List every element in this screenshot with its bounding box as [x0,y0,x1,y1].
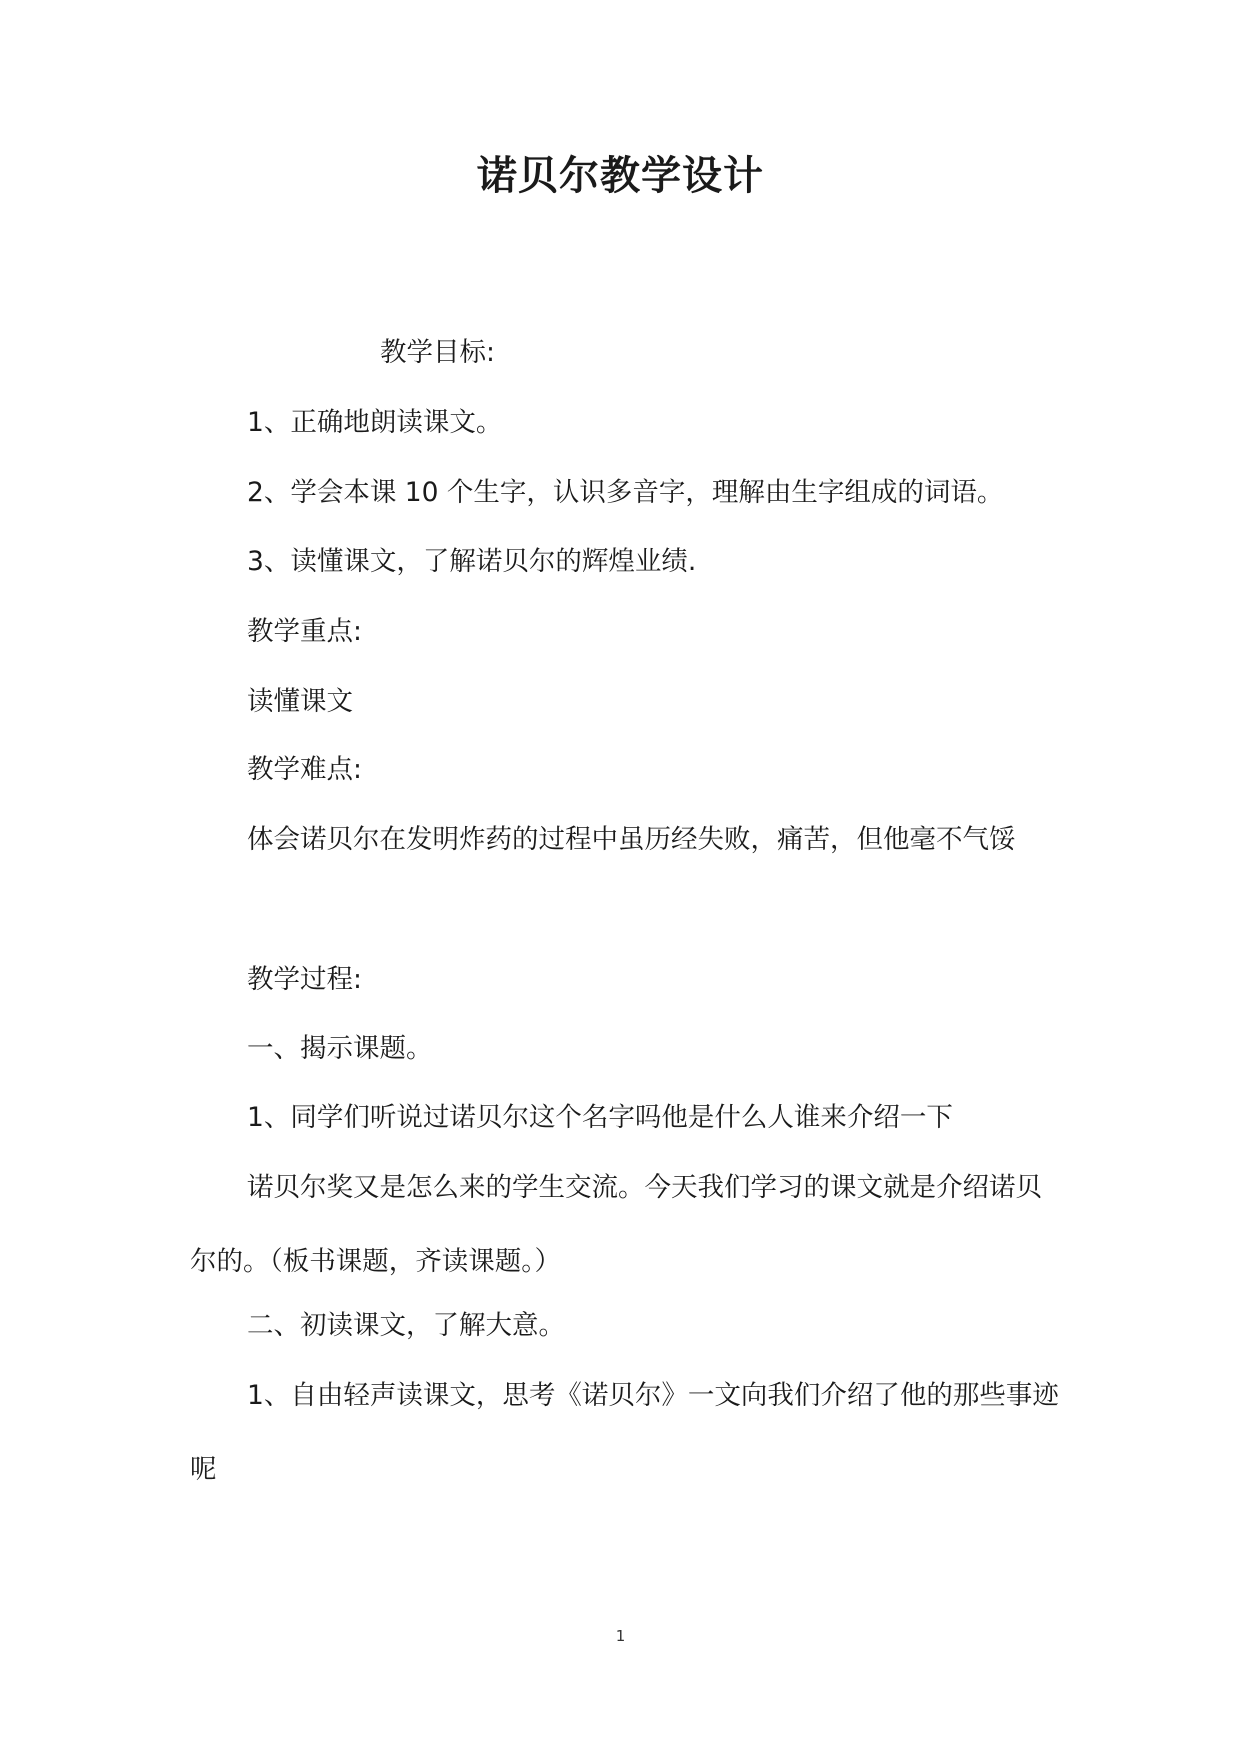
paragraph-difficulties: 体会诺贝尔在发明炸药的过程中虽历经失败，痛苦，但他毫不气馁 [247,824,1016,855]
paragraph-step-one-heading: 一、揭示课题。 [247,1033,433,1064]
paragraph-step-one-item-1: 1、同学们听说过诺贝尔这个名字吗他是什么人谁来介绍一下 [247,1102,953,1133]
page-number: 1 [615,1627,626,1645]
paragraph-key-points: 读懂课文 [247,686,353,717]
paragraph-teaching-goals-heading: 教学目标: [380,337,495,368]
paragraph-key-points-heading: 教学重点: [247,616,362,647]
paragraph-process-heading: 教学过程: [247,964,362,995]
paragraph-goal-1: 1、正确地朗读课文。 [247,407,503,438]
paragraph-step-two-item-1: 1、自由轻声读课文，思考《诺贝尔》一文向我们介绍了他的那些事迹呢 [190,1380,1059,1485]
paragraph-step-one-detail: 诺贝尔奖又是怎么来的学生交流。今天我们学习的课文就是介绍诺贝尔的。（板书课题，齐读课题。） [190,1172,1042,1277]
document-title: 诺贝尔教学设计 [477,152,764,199]
paragraph-goal-3: 3、读懂课文，了解诺贝尔的辉煌业绩. [247,546,697,577]
paragraph-difficulties-heading: 教学难点: [247,754,362,785]
paragraph-goal-2: 2、学会本课 10 个生字，认识多音字，理解由生字组成的词语。 [247,477,1004,508]
paragraph-step-two-heading: 二、初读课文，了解大意。 [247,1310,565,1341]
